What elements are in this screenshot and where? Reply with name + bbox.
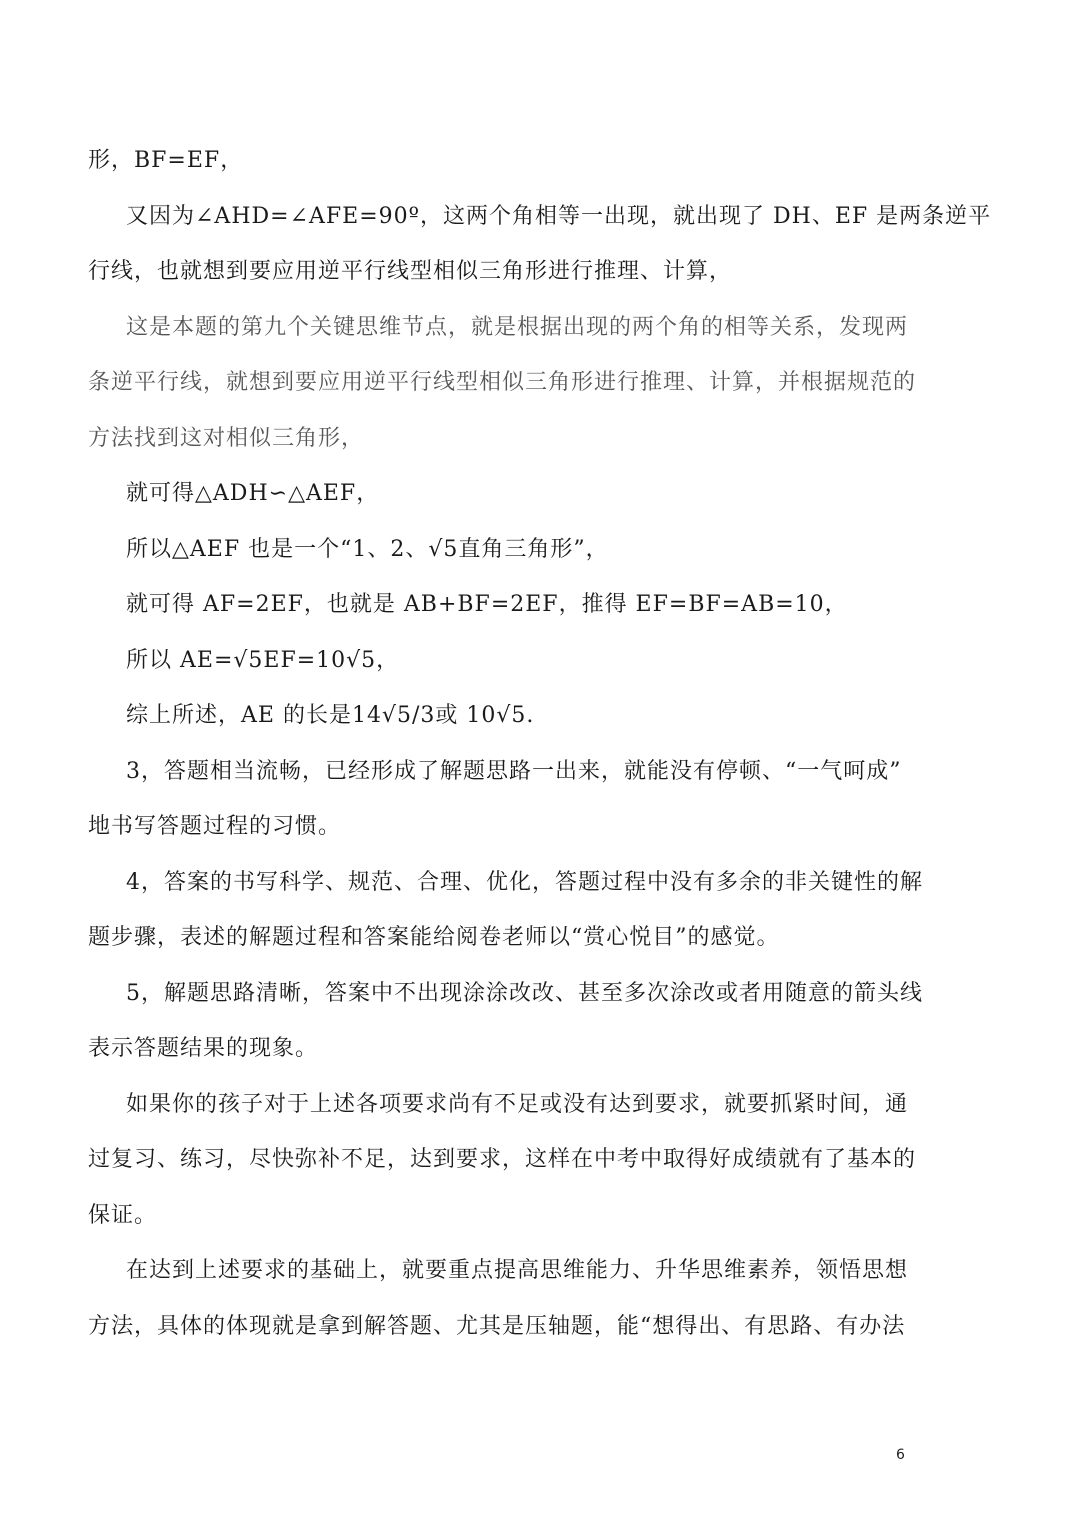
text-line: 保证。 [88, 1203, 158, 1228]
text-line: 就可得 AF=2EF，也就是 AB+BF=2EF，推得 EF=BF=AB=10， [126, 592, 848, 617]
text-line: 3，答题相当流畅，已经形成了解题思路一出来，就能没有停顿、“一气呵成” [126, 759, 902, 784]
text-line: 在达到上述要求的基础上，就要重点提高思维能力、升华思维素养，领悟思想 [126, 1258, 909, 1283]
text-line: 所以 AE=√5EF=10√5， [126, 648, 400, 673]
page-number: 6 [896, 1447, 905, 1463]
text-line: 综上所述，AE 的长是14√5/3或 10√5. [126, 703, 535, 728]
text-line: 就可得△ADH∽△AEF， [126, 481, 380, 506]
text-line: 题步骤，表述的解题过程和答案能给阅卷老师以“赏心悦目”的感觉。 [88, 925, 780, 950]
text-line: 4，答案的书写科学、规范、合理、优化，答题过程中没有多余的非关键性的解 [126, 870, 923, 895]
text-line: 过复习、练习，尽快弥补不足，达到要求，这样在中考中取得好成绩就有了基本的 [88, 1147, 917, 1172]
text-line: 形，BF=EF， [88, 148, 244, 173]
text-line: 这是本题的第九个关键思维节点，就是根据出现的两个角的相等关系，发现两 [126, 315, 909, 340]
text-line: 表示答题结果的现象。 [88, 1036, 319, 1061]
text-line: 行线，也就想到要应用逆平行线型相似三角形进行推理、计算， [88, 259, 733, 284]
text-line: 地书写答题过程的习惯。 [88, 814, 342, 839]
text-line: 5，解题思路清晰，答案中不出现涂涂改改、甚至多次涂改或者用随意的箭头线 [126, 981, 923, 1006]
text-line: 又因为∠AHD=∠AFE=90º，这两个角相等一出现，就出现了 DH、EF 是两条逆平 [126, 204, 992, 229]
text-line: 方法，具体的体现就是拿到解答题、尤其是压轴题，能“想得出、有思路、有办法 [88, 1314, 906, 1339]
text-line: 所以△AEF 也是一个“1、2、√5直角三角形”， [126, 537, 609, 562]
text-line: 方法找到这对相似三角形， [88, 426, 365, 451]
text-line: 条逆平行线，就想到要应用逆平行线型相似三角形进行推理、计算，并根据规范的 [88, 370, 917, 395]
text-line: 如果你的孩子对于上述各项要求尚有不足或没有达到要求，就要抓紧时间，通 [126, 1092, 909, 1117]
